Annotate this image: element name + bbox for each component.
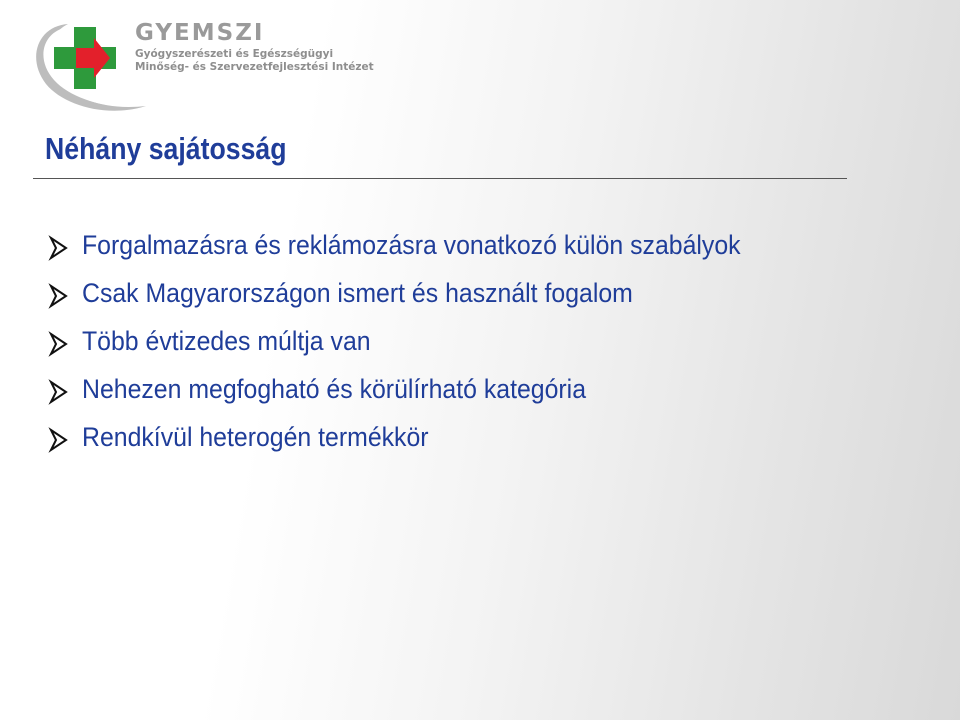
- bullet-text: Csak Magyarországon ismert és használt fogalom: [82, 278, 633, 308]
- arrow-bullet-icon: [48, 283, 70, 309]
- bullet-item: [48, 229, 798, 277]
- bullet-item: [48, 325, 798, 373]
- logo-subtitle-line2: Minőség- és Szervezetfejlesztési Intézet: [135, 61, 374, 73]
- bullet-item: [48, 421, 798, 469]
- bullet-text: Több évtizedes múltja van: [82, 326, 371, 356]
- arrow-bullet-icon: [48, 379, 70, 405]
- bullet-text: Nehezen megfogható és körülírható kategória: [82, 374, 587, 404]
- arrow-bullet-icon: [48, 235, 70, 261]
- bullet-list: [48, 229, 798, 469]
- title-divider: [33, 178, 847, 179]
- cross-arrow-logo-icon: [28, 18, 148, 118]
- bullet-item: [48, 373, 798, 421]
- arrow-bullet-icon: [48, 427, 70, 453]
- logo-subtitle-line1: Gyógyszerészeti és Egészségügyi: [135, 48, 334, 60]
- bullet-item: [48, 277, 798, 325]
- organization-logo: [28, 18, 408, 118]
- logo-name: GYEMSZI: [135, 20, 265, 46]
- bullet-text: Forgalmazásra és reklámozásra vonatkozó külön szabályok: [82, 230, 741, 260]
- slide-title: Néhány sajátosság: [45, 131, 287, 166]
- arrow-bullet-icon: [48, 331, 70, 357]
- bullet-text: Rendkívül heterogén termékkör: [82, 422, 429, 452]
